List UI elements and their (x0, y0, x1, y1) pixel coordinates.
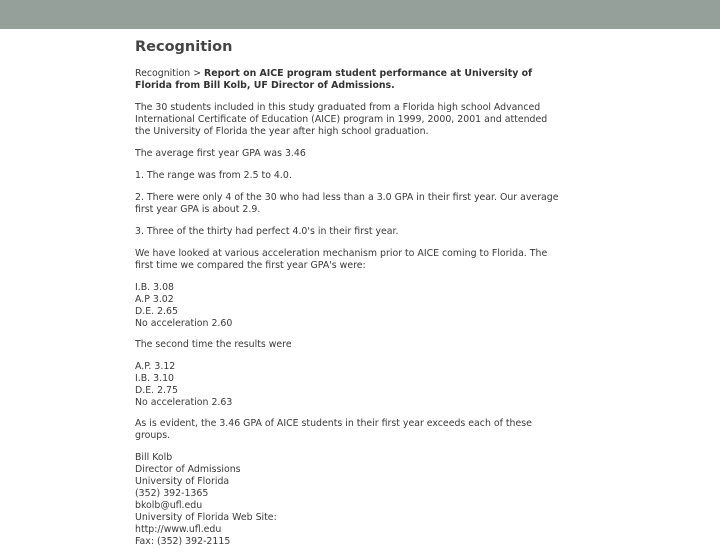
signature-website-link[interactable]: http://www.ufl.edu (135, 524, 222, 535)
list-item: A.P 3.02 (135, 294, 174, 305)
signature-phone: (352) 392-1365 (135, 488, 209, 499)
second-time-text: The second time the results were (135, 339, 292, 350)
list-item: I.B. 3.10 (135, 373, 175, 384)
point-two-text: 2. There were only 4 of the 30 who had less than a 3.0 GPA in their first year. Our average first year GPA is about 2.9. (135, 192, 559, 215)
top-banner-bar (0, 0, 720, 29)
signature-website-label: University of Florida Web Site: (135, 512, 277, 523)
average-gpa-text: The average first year GPA was 3.46 (135, 148, 306, 159)
intro-paragraph: The 30 students included in this study graduated from a Florida high school Advanced International Certificate of Education (AICE) program in 1999, 2000, 2001 and attended the University of Florida the year after high school graduation. (135, 102, 548, 137)
second-comparison-list (135, 361, 565, 409)
conclusion-paragraph: As is evident, the 3.46 GPA of AICE students in their first year exceeds each of these groups. (135, 418, 532, 441)
point-one-text: 1. The range was from 2.5 to 4.0. (135, 170, 292, 181)
acceleration-paragraph: We have looked at various acceleration mechanism prior to AICE coming to Florida. The first time we compared the first year GPA's were: (135, 248, 548, 271)
first-comparison-list (135, 282, 565, 330)
breadcrumb (135, 68, 565, 92)
signature-title: Director of Admissions (135, 464, 241, 475)
signature-fax: Fax: (352) 392-2115 (135, 536, 231, 547)
signature-institution: University of Florida (135, 476, 230, 487)
signature-block (135, 452, 565, 548)
point-three-text: 3. Three of the thirty had perfect 4.0's in their first year. (135, 226, 399, 237)
document-content (135, 38, 565, 557)
breadcrumb-separator: > (190, 68, 205, 79)
breadcrumb-current: Report on AICE program student performance at University of Florida from Bill Kolb, UF Director of Admissions. (135, 68, 533, 91)
page-title: Recognition (135, 39, 233, 55)
signature-name: Bill Kolb (135, 452, 173, 463)
breadcrumb-root[interactable]: Recognition (135, 68, 191, 79)
list-item: No acceleration 2.63 (135, 397, 233, 408)
list-item: No acceleration 2.60 (135, 318, 233, 329)
list-item: D.E. 2.65 (135, 306, 178, 317)
signature-email[interactable]: bkolb@ufl.edu (135, 500, 203, 511)
list-item: I.B. 3.08 (135, 282, 175, 293)
list-item: A.P. 3.12 (135, 361, 176, 372)
list-item: D.E. 2.75 (135, 385, 178, 396)
